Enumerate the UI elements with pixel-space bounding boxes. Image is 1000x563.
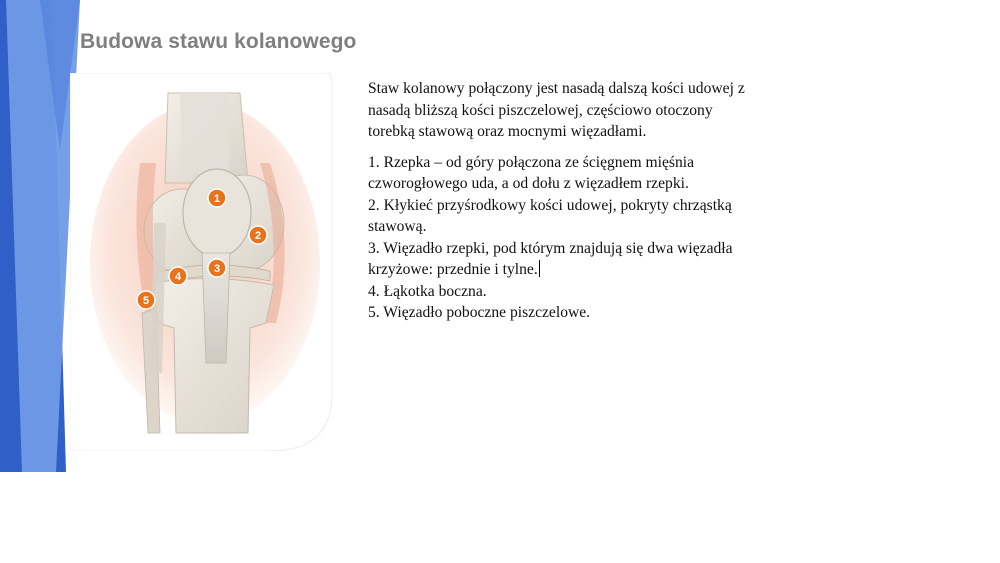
marker-4 <box>169 267 187 285</box>
svg-text:5: 5 <box>142 295 150 307</box>
slide-text-box[interactable] <box>368 78 758 324</box>
list-item-4: 4. Łąkotka boczna. <box>368 282 487 300</box>
list-item-5: 5. Więzadło poboczne piszczelowe. <box>368 304 591 321</box>
svg-text:3: 3 <box>213 263 221 275</box>
marker-5 <box>137 291 155 309</box>
list-item-3 <box>368 238 758 281</box>
quadriceps-tendon <box>180 93 230 173</box>
text-cursor <box>539 260 540 277</box>
list-item-2: 2. Kłykieć przyśrodkowy kości udowej, pokryty chrząstką stawową. <box>368 196 732 235</box>
marker-2 <box>249 226 267 244</box>
list-item-1: 1. Rzepka – od góry połączona ze ścięgnem mięśnia czworogłowego uda, a od dołu z więzadłem rzepki. <box>368 153 695 192</box>
svg-text:1: 1 <box>213 193 221 205</box>
marker-1 <box>208 189 226 207</box>
knee-anatomy-illustration <box>70 73 336 451</box>
svg-text:2: 2 <box>254 230 262 242</box>
intro-paragraph: Staw kolanowy połączony jest nasadą dalszą kości udowej z nasadą bliższą kości piszczelowej, częściowo otoczony torebką stawową oraz mocnymi więzadłami. <box>368 80 745 140</box>
patella <box>183 169 251 257</box>
svg-text:4: 4 <box>174 271 182 283</box>
list-item-3-text: 3. Więzadło rzepki, pod którym znajdują się dwa więzadła krzyżowe: przednie i tylne. <box>368 239 733 278</box>
marker-3 <box>208 259 226 277</box>
slide-title: Budowa stawu kolanowego <box>80 30 357 53</box>
